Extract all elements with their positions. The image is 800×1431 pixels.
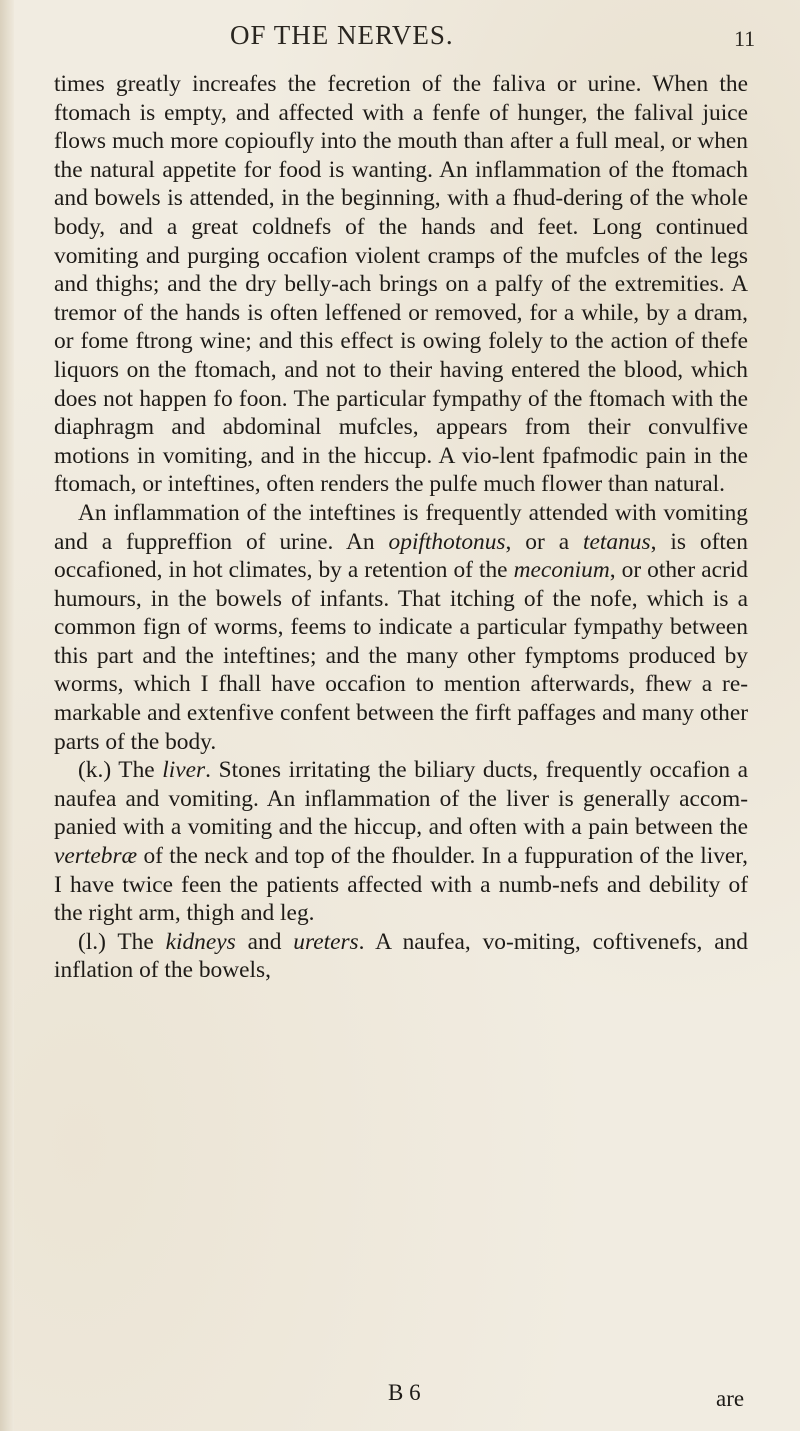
paragraph [54, 756, 748, 928]
italic-term: ureters [293, 928, 359, 955]
body-text [54, 70, 748, 985]
text-run: , is often occafioned, in hot climates, by a retention of the [54, 528, 748, 584]
text-run: , or other acrid humours, in the bowels of infants. That itching of the nofe, which is a common fign of worms, feems to indicate a particular fympathy between this part and the inteftines; and the many other fymptoms produced by worms, which I fhall have occafion to mention afterwards, fhew a re-markable and extenfive confent between the firft paffages and many other parts of the body. [54, 557, 748, 755]
text-run: , or a [505, 528, 584, 555]
text-run: (l.) The [78, 928, 166, 955]
paragraph [54, 70, 748, 499]
paragraph [54, 928, 748, 985]
italic-term: vertebræ [54, 843, 138, 870]
page-spine-shadow [0, 0, 14, 1431]
italic-term: meconium [513, 557, 610, 584]
page-number: 11 [734, 26, 756, 51]
text-run: . Stones irritating the biliary ducts, frequently occafion a naufea and vomiting. An inflammation of the liver is generally accom-panied with a vomiting and the hiccup, and often with a pain between the [54, 757, 749, 841]
italic-term: tetanus [583, 528, 651, 555]
running-head: OF THE NERVES. [230, 20, 454, 50]
italic-term: opifthotonus [388, 528, 506, 555]
catchword: are [716, 1386, 745, 1411]
signature-mark: B 6 [388, 1380, 421, 1405]
italic-term: liver [162, 757, 206, 784]
page-header [0, 20, 800, 60]
text-run: (k.) The [78, 757, 163, 784]
text-run: . A naufea, vo-miting, coftivenefs, and inflation of the bowels, [54, 928, 748, 984]
italic-term: kidneys [165, 928, 236, 955]
text-run: and [235, 928, 294, 955]
page-footer [0, 1380, 800, 1416]
text-run: times greatly increafes the fecretion of the faliva or urine. When the ftomach is empty, and affected with a fenfe of hunger, the falival juice flows much more copioufly into the mouth than after a full meal, or when the natural appetite for food is wanting. An inflammation of the ftomach and bowels is attended, in the beginning, with a fhud-dering of the whole body, and a great coldnefs of the hands and feet. Long continued vomiting and purging occafion violent cramps of the mufcles of the legs and thighs; and the dry belly-ach brings on a palfy of the extremities. A tremor of the hands is often leffened or removed, for a while, by a dram, or fome ftrong wine; and this effect is owing folely to the action of thefe liquors on the ftomach, and not to their having entered the blood, which does not happen fo foon. The particular fympathy of the ftomach with the diaphragm and abdominal mufcles, appears from their convulfive motions in vomiting, and in the hiccup. A vio-lent fpafmodic pain in the ftomach, or inteftines, often renders the pulfe much flower than natural. [54, 71, 748, 498]
text-run: of the neck and top of the fhoulder. In a fuppuration of the liver, I have twice feen the patients affected with a numb-nefs and debility of the right arm, thigh and leg. [54, 843, 748, 927]
text-run: An inflammation of the inteftines is frequently attended with vomiting and a fuppreffion of urine. An [54, 499, 748, 555]
paragraph [54, 499, 748, 756]
